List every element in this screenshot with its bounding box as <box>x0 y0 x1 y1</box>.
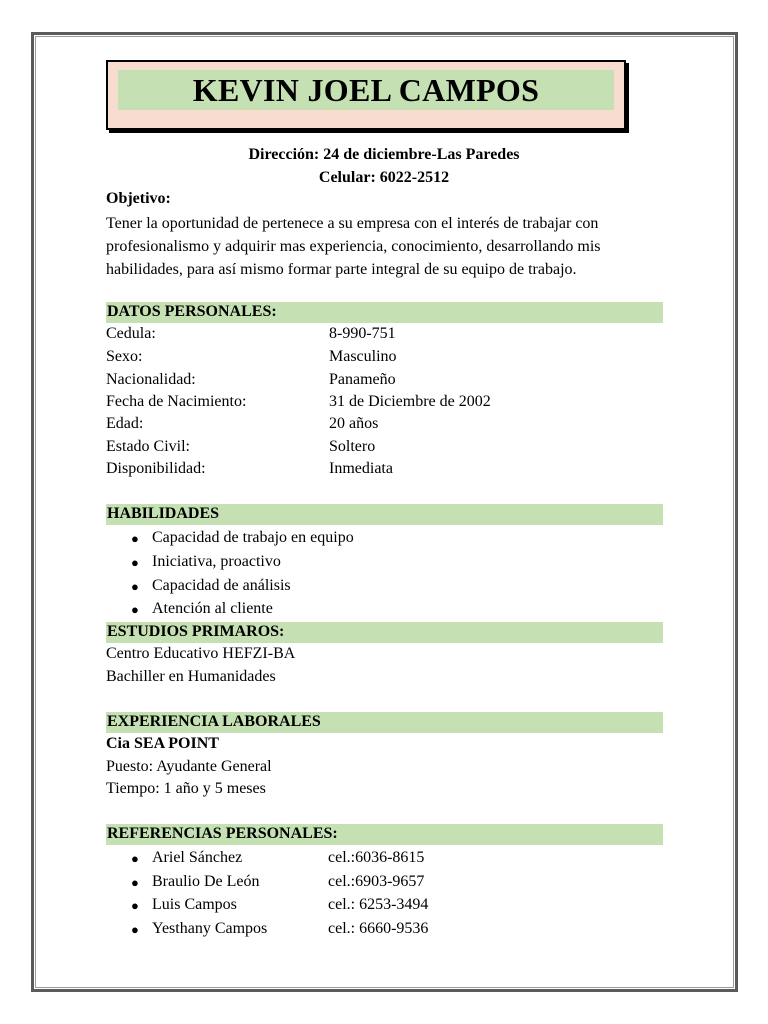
objective-line: Tener la oportunidad de pertenece a su empresa con el interés de trabajar con <box>106 215 599 232</box>
studies-line: Centro Educativo HEFZI-BA <box>106 645 296 662</box>
personal-label: Nacionalidad: <box>106 371 196 388</box>
experience-position: Puesto: Ayudante General <box>106 758 272 775</box>
reference-name: Ariel Sánchez <box>152 849 243 866</box>
personal-value: Soltero <box>329 438 376 455</box>
skill-item: Capacidad de trabajo en equipo <box>152 529 354 546</box>
personal-label: Estado Civil: <box>106 438 190 455</box>
reference-phone: cel.: 6660-9536 <box>328 920 429 937</box>
name-box <box>106 60 626 130</box>
section-bar-personal <box>106 302 663 323</box>
bullet-icon: ● <box>131 851 139 866</box>
experience-heading: EXPERIENCIA LABORALES <box>107 713 321 730</box>
section-bar-studies <box>106 622 663 643</box>
references-heading: REFERENCIAS PERSONALES: <box>107 825 338 842</box>
studies-heading: ESTUDIOS PRIMAROS: <box>107 623 285 640</box>
skill-item: Iniciativa, proactivo <box>152 553 281 570</box>
skills-heading: HABILIDADES <box>107 505 220 522</box>
reference-name: Yesthany Campos <box>152 920 268 937</box>
bullet-icon: ● <box>131 898 139 913</box>
reference-phone: cel.:6903-9657 <box>328 873 425 890</box>
bullet-icon: ● <box>131 555 139 570</box>
reference-name: Braulio De León <box>152 873 260 890</box>
personal-value: Panameño <box>329 371 396 388</box>
address-line: Dirección: 24 de diciembre-Las Paredes <box>248 146 520 163</box>
reference-phone: cel.:6036-8615 <box>328 849 425 866</box>
personal-value: 31 de Diciembre de 2002 <box>329 393 491 410</box>
personal-value: 8-990-751 <box>329 325 396 342</box>
reference-name: Luis Campos <box>152 896 237 913</box>
section-bar-skills <box>106 504 663 525</box>
skill-item: Capacidad de análisis <box>152 577 291 594</box>
bullet-icon: ● <box>131 531 139 546</box>
personal-label: Sexo: <box>106 348 143 365</box>
personal-value: 20 años <box>329 415 379 432</box>
studies-line: Bachiller en Humanidades <box>106 668 276 685</box>
section-bar-experience <box>106 712 663 733</box>
experience-company: Cia SEA POINT <box>106 735 219 752</box>
objective-heading: Objetivo: <box>106 190 171 207</box>
personal-label: Disponibilidad: <box>106 460 206 477</box>
name-banner <box>118 70 614 110</box>
objective-text <box>106 212 666 281</box>
reference-phone: cel.: 6253-3494 <box>328 896 429 913</box>
bullet-icon: ● <box>131 875 139 890</box>
experience-duration: Tiempo: 1 año y 5 meses <box>106 780 266 797</box>
personal-label: Edad: <box>106 415 144 432</box>
personal-heading: DATOS PERSONALES: <box>107 303 277 320</box>
bullet-icon: ● <box>131 579 139 594</box>
bullet-icon: ● <box>131 602 139 617</box>
personal-label: Fecha de Nacimiento: <box>106 393 247 410</box>
objective-line: habilidades, para así mismo formar parte integral de su equipo de trabajo. <box>106 261 577 278</box>
objective-line: profesionalismo y adquirir mas experiencia, conocimiento, desarrollando mis <box>106 238 601 255</box>
bullet-icon: ● <box>131 922 139 937</box>
personal-label: Cedula: <box>106 325 156 342</box>
candidate-name: KEVIN JOEL CAMPOS <box>192 71 540 108</box>
phone-line: Celular: 6022-2512 <box>318 169 450 186</box>
personal-value: Masculino <box>329 348 397 365</box>
section-bar-references <box>106 824 663 845</box>
skill-item: Atención al cliente <box>152 600 273 617</box>
personal-value: Inmediata <box>329 460 393 477</box>
